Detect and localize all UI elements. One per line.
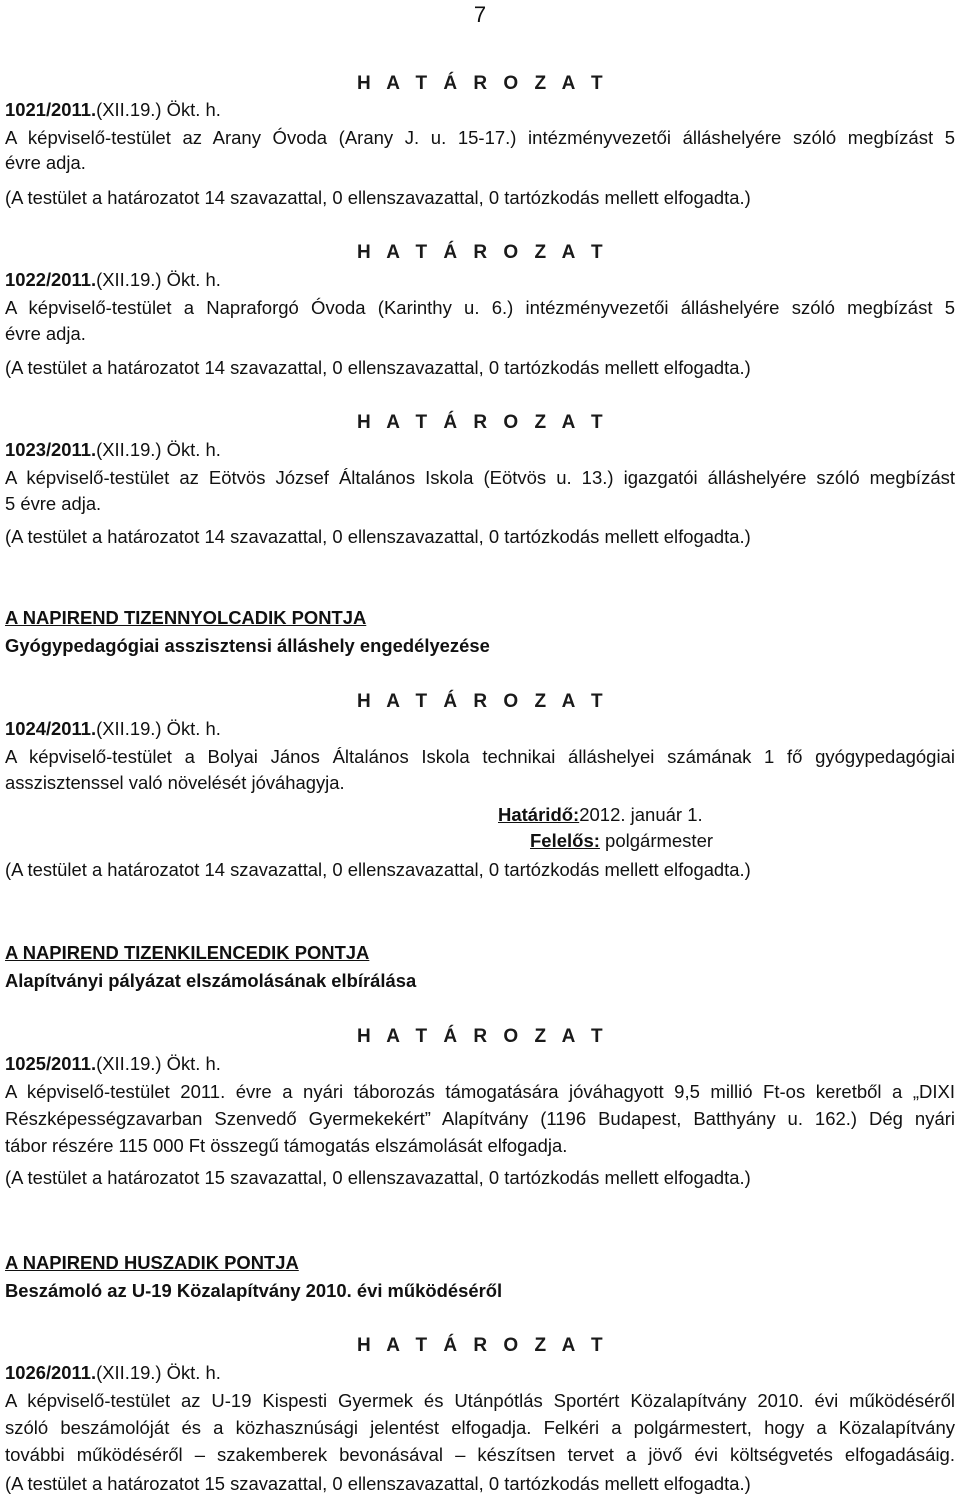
resolution-heading: H A T Á R O Z A T xyxy=(356,412,609,433)
responsible-line xyxy=(530,829,713,853)
resolution-heading: H A T Á R O Z A T xyxy=(356,1026,609,1047)
resolution-heading: H A T Á R O Z A T xyxy=(356,1335,609,1356)
vote-result: (A testület a határozatot 14 szavazattal, 0 ellenszavazattal, 0 tartózkodás mellett elfogadta.) xyxy=(5,526,751,547)
agenda-title: Beszámoló az U-19 Közalapítvány 2010. évi működéséről xyxy=(5,1280,503,1301)
resolution-text-line: évre adja. xyxy=(5,323,86,344)
vote-result: (A testület a határozatot 14 szavazattal, 0 ellenszavazattal, 0 tartózkodás mellett elfogadta.) xyxy=(5,187,751,208)
resolution-text-line: további működéséről – szakemberek bevonásával – készítsen tervet a jövő évi költségvetés elfogadásáig. xyxy=(5,1444,955,1465)
resolution-text-line: A képviselő-testület a Napraforgó Óvoda (Karinthy u. 6.) intézményvezetői álláshelyére szóló megbízást 5 xyxy=(5,297,955,318)
resolution-text-line: A képviselő-testület a Bolyai János Általános Iskola technikai álláshelyei számának 1 fő gyógypedagógiai xyxy=(5,746,955,767)
vote-result: (A testület a határozatot 15 szavazattal, 0 ellenszavazattal, 0 tartózkodás mellett elfogadta.) xyxy=(5,1167,751,1188)
resolution-date: (XII.19.) Ökt. h. xyxy=(96,1053,221,1074)
deadline-line xyxy=(498,803,703,827)
resolution-text-line: évre adja. xyxy=(5,152,86,173)
resolution-text-line: A képviselő-testület az U-19 Kispesti Gyermek és Utánpótlás Sportért Közalapítvány 2010. évi működéséről xyxy=(5,1390,955,1411)
resolution-text-line: szóló beszámolóját és a közhasznúsági jelentést elfogadja. Felkéri a polgármestert, hogy a Közalapítvány xyxy=(5,1417,955,1438)
resolution-text-line: A képviselő-testület az Arany Óvoda (Arany J. u. 15-17.) intézményvezetői álláshelyére szóló megbízást 5 xyxy=(5,127,955,148)
resolution-date: (XII.19.) Ökt. h. xyxy=(96,269,221,290)
agenda-point: A NAPIREND TIZENKILENCEDIK PONTJA xyxy=(5,942,370,963)
page-number: 7 xyxy=(473,2,487,27)
responsible-value: polgármester xyxy=(599,830,714,851)
resolution-number-line xyxy=(5,1052,955,1076)
resolution-number: 1023/2011. xyxy=(5,439,97,460)
resolution-number-line xyxy=(5,98,955,122)
resolution-number: 1026/2011. xyxy=(5,1362,97,1383)
resolution-heading: H A T Á R O Z A T xyxy=(356,691,609,712)
resolution-heading: H A T Á R O Z A T xyxy=(356,242,609,263)
resolution-number-line xyxy=(5,1361,955,1385)
agenda-point: A NAPIREND TIZENNYOLCADIK PONTJA xyxy=(5,607,367,628)
agenda-point: A NAPIREND HUSZADIK PONTJA xyxy=(5,1252,299,1273)
resolution-text-line: A képviselő-testület az Eötvös József Általános Iskola (Eötvös u. 13.) igazgatói álláshelyére szóló megbízást xyxy=(5,467,955,488)
resolution-number-line xyxy=(5,268,955,292)
resolution-text-line: A képviselő-testület 2011. évre a nyári táborozás támogatására jóváhagyott 9,5 millió Ft-os keretből a „DIXI xyxy=(5,1081,955,1102)
vote-result: (A testület a határozatot 14 szavazattal, 0 ellenszavazattal, 0 tartózkodás mellett elfogadta.) xyxy=(5,357,751,378)
resolution-text-line: tábor részére 115 000 Ft összegű támogatás elszámolását elfogadja. xyxy=(5,1135,568,1156)
resolution-number: 1021/2011. xyxy=(5,99,97,120)
resolution-date: (XII.19.) Ökt. h. xyxy=(96,439,221,460)
deadline-value: 2012. január 1. xyxy=(579,804,703,825)
resolution-number-line xyxy=(5,438,955,462)
resolution-date: (XII.19.) Ökt. h. xyxy=(96,718,221,739)
vote-result: (A testület a határozatot 15 szavazattal, 0 ellenszavazattal, 0 tartózkodás mellett elfogadta.) xyxy=(5,1473,751,1494)
deadline-label: Határidő: xyxy=(498,804,580,825)
resolution-text-line: 5 évre adja. xyxy=(5,493,102,514)
resolution-number: 1025/2011. xyxy=(5,1053,97,1074)
resolution-number: 1024/2011. xyxy=(5,718,97,739)
resolution-number: 1022/2011. xyxy=(5,269,97,290)
resolution-text-line: asszisztenssel való növelését jóváhagyja. xyxy=(5,772,345,793)
resolution-number-line xyxy=(5,717,955,741)
resolution-text-line: Részképességzavarban Szenvedő Gyermekekért” Alapítvány (1196 Budapest, Batthyány u. 162.) Dég nyári xyxy=(5,1108,955,1129)
agenda-title: Alapítványi pályázat elszámolásának elbírálása xyxy=(5,970,417,991)
responsible-label: Felelős: xyxy=(530,830,600,851)
resolution-heading: H A T Á R O Z A T xyxy=(356,73,609,94)
resolution-date: (XII.19.) Ökt. h. xyxy=(96,1362,221,1383)
resolution-date: (XII.19.) Ökt. h. xyxy=(96,99,221,120)
vote-result: (A testület a határozatot 14 szavazattal, 0 ellenszavazattal, 0 tartózkodás mellett elfogadta.) xyxy=(5,859,751,880)
agenda-title: Gyógypedagógiai asszisztensi álláshely engedélyezése xyxy=(5,635,490,656)
